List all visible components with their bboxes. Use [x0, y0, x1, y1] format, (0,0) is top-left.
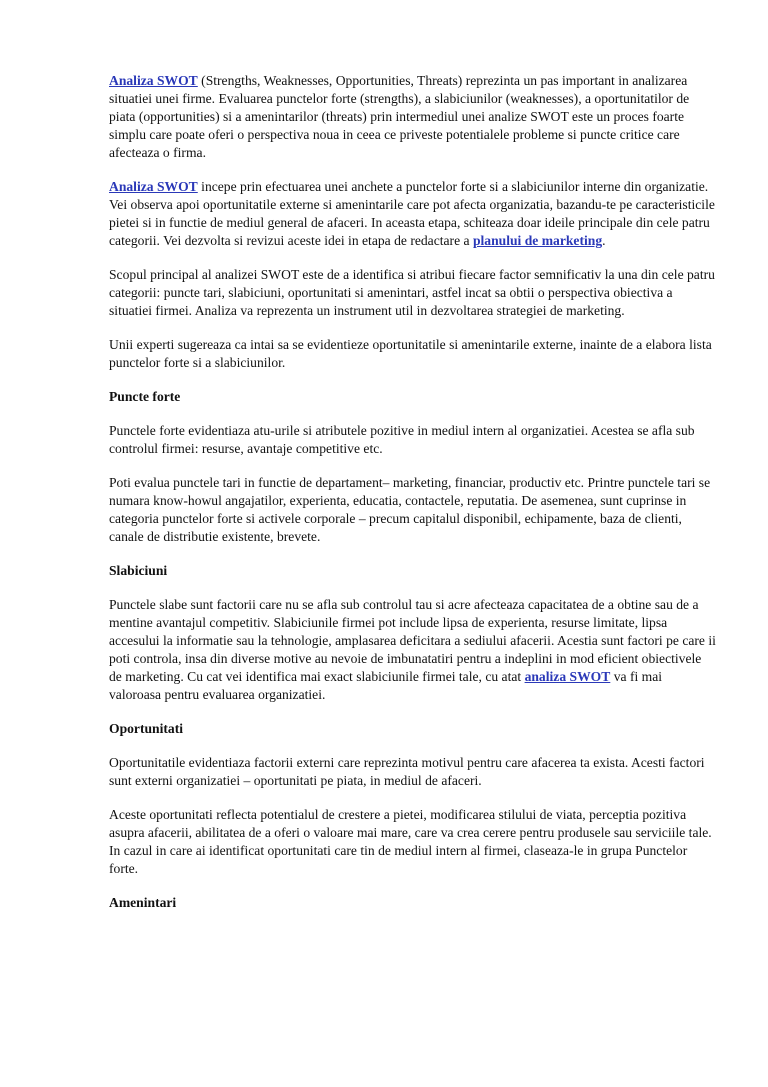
- paragraph-2-end: .: [602, 233, 606, 248]
- paragraph-3: Scopul principal al analizei SWOT este de a identifica si atribui fiecare factor semnificativ la una din cele patru categorii: puncte tari, slabiciuni, oportunitati si amenintari, astfel incat sa obtii o perspectiva obiectiva a situatiei firmei. Analiza va reprezenta un instrument util in dezvoltarea strategiei de marketing.: [109, 267, 715, 318]
- intro-paragraph: [109, 72, 717, 162]
- heading-threats: Amenintari: [109, 895, 177, 910]
- intro-text: (Strengths, Weaknesses, Opportunities, Threats) reprezinta un pas important in analizarea situatiei unei firme. Evaluarea punctelor forte (strengths), a slabiciunilor (weaknesses), a oportunitatilor de piata (opportunities) si a amenintarilor (threats) prin intermediul unei analize SWOT este un proces foarte simplu care poate oferi o perspectiva noua in ceea ce priveste potentialele probleme si puncte critice care afecteaza o firma.: [109, 73, 690, 160]
- paragraph-9: Aceste oportunitati reflecta potentialul de crestere a pietei, modificarea stilului de viata, perceptia pozitiva asupra afacerii, abilitatea de a oferi o valoare mai mare, care va crea cerere pentru produsele sau serviciile tale. In cazul in care ai identificat oportunitati care tin de mediul intern al firmei, claseaza-le in grupa Punctelor forte.: [109, 807, 712, 876]
- swot-link[interactable]: analiza SWOT: [524, 669, 611, 684]
- paragraph-7-text: Punctele slabe sunt factorii care nu se afla sub controlul tau si acre afecteaza capacitatea de a obtine sau de a mentine avantajul competitiv. Slabiciunile firmei pot include lipsa de experienta, resurse limitate, lipsa accesului la informatie sau la tehnologie, amplasarea deficitara a sediului afacerii. Acestia sunt factori pe care ii poti controla, insa din diverse motive au nevoie de imbunatatiri pentru a indeplini in mod eficient obiectivele de marketing. Cu cat vei identifica mai exact slabiciunile firmei tale, cu atat: [109, 597, 716, 684]
- paragraph-5: Punctele forte evidentiaza atu-urile si atributele pozitive in mediul intern al organizatiei. Acestea se afla sub controlul firmei: resurse, avantaje competitive etc.: [109, 423, 695, 456]
- swot-link[interactable]: Analiza SWOT: [109, 179, 198, 194]
- paragraph-2-text: incepe prin efectuarea unei anchete a punctelor forte si a slabiciunilor interne din organizatie. Vei observa apoi oportunitatile externe si amenintarile care pot afecta organizatia, bazandu-te pe caracteristicile pietei si in functie de mediul general de afaceri. In aceasta etapa, schiteaza doar ideile principale din cele patru categorii. Vei dezvolta si revizui aceste idei in etapa de redactare a: [109, 179, 715, 248]
- document-page: [109, 72, 717, 912]
- paragraph-2: [109, 178, 717, 250]
- heading-strengths: Puncte forte: [109, 389, 181, 404]
- marketing-plan-link[interactable]: planului de marketing: [472, 233, 603, 248]
- heading-weaknesses: Slabiciuni: [109, 563, 168, 578]
- paragraph-8: Oportunitatile evidentiaza factorii externi care reprezinta motivul pentru care afacerea ta exista. Acesti factori sunt externi organizatiei – oportunitati pe piata, in mediul de afaceri.: [109, 755, 705, 788]
- paragraph-7-end: va fi mai valoroasa pentru evaluarea organizatiei.: [109, 669, 663, 702]
- paragraph-6: Poti evalua punctele tari in functie de departament– marketing, financiar, productiv etc. Printre punctele tari se numara know-howul angajatilor, experienta, educatia, contactele, reputatia. De asemenea, sunt cuprinse in categoria punctelor forte si activele corporale – precum capitalul disponibil, echipamente, baza de clienti, canale de distributie existente, brevete.: [109, 475, 711, 544]
- paragraph-4: Unii experti sugereaza ca intai sa se evidentieze oportunitatile si amenintarile externe, inainte de a elabora lista punctelor forte si a slabiciunilor.: [109, 337, 712, 370]
- swot-link[interactable]: Analiza SWOT: [109, 73, 198, 88]
- paragraph-7: [109, 596, 717, 704]
- heading-opportunities: Oportunitati: [109, 721, 184, 736]
